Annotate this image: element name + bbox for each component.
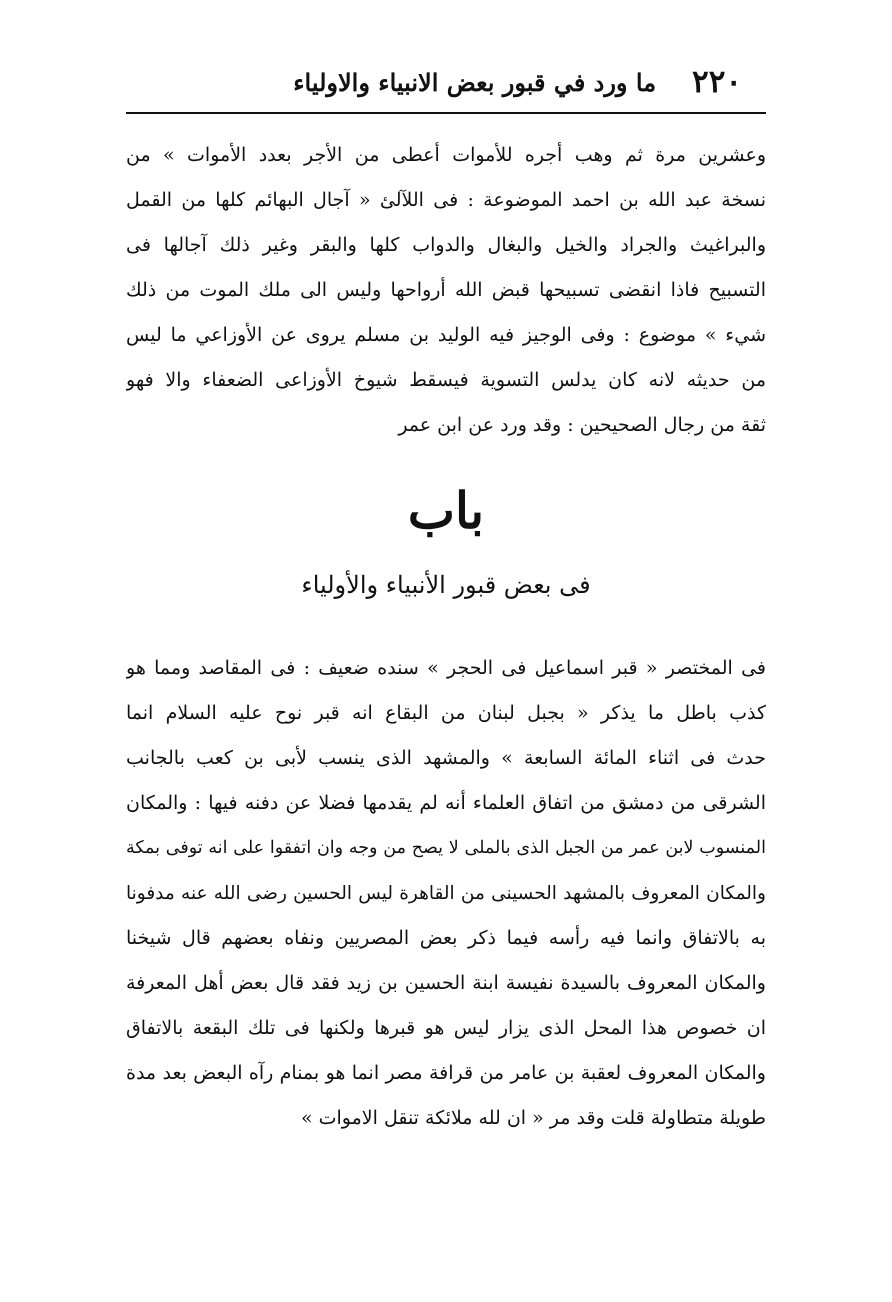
- text-line: المنسوب لابن عمر من الجبل الذى بالملى لا يصح من وجه وان اتفقوا على انه توفى بمكة: [126, 838, 766, 858]
- text-line: التسبيح فاذا انقضى تسبيحها قبض الله أرواحها وليس الى ملك الموت من ذلك: [126, 279, 766, 301]
- text-line: كذب باطل ما يذكر « بجبل لبنان من البقاع انه قبر نوح عليه السلام انما: [126, 702, 766, 724]
- text-line: وعشرين مرة ثم وهب أجره للأموات أعطى من الأجر بعدد الأموات » من: [126, 144, 766, 166]
- text-line: ان خصوص هذا المحل الذى يزار ليس هو قبرها ولكنها فى تلك البقعة بالاتفاق: [126, 1017, 766, 1039]
- text-line: شيء » موضوع : وفى الوجيز فيه الوليد بن مسلم يروى عن الأوزاعي ما ليس: [126, 324, 766, 346]
- page-number: ٢٢٠: [692, 64, 742, 100]
- text-line: حدث فى اثناء المائة السابعة » والمشهد الذى ينسب لأبى بن كعب بالجانب: [126, 747, 766, 769]
- text-line: والمكان المعروف بالسيدة نفيسة ابنة الحسين بن زيد فقد قال بعض أهل المعرفة: [126, 972, 766, 994]
- text-line: به بالاتفاق وانما فيه رأسه فيما ذكر بعض المصريين ونفاه بعضهم قال شيخنا: [126, 927, 766, 949]
- text-line: والمكان المعروف لعقبة بن عامر من قرافة مصر انما هو بمنام رآه البعض بعد مدة: [126, 1062, 766, 1084]
- header-divider: [126, 112, 766, 114]
- section-body: [126, 646, 766, 1141]
- text-line: فى المختصر « قبر اسماعيل فى الحجر » سنده ضعيف : فى المقاصد ومما هو: [126, 657, 766, 679]
- text-line: والبراغيث والجراد والخيل والبغال والدواب كلها والبقر وغير ذلك آجالها فى: [126, 234, 766, 256]
- page-header: [126, 58, 766, 106]
- text-line: طويلة متطاولة قلت وقد مر « ان لله ملائكة تنقل الاموات »: [300, 1107, 766, 1129]
- text-line: من حديثه لانه كان يدلس التسوية فيسقط شيوخ الأوزاعى الضعفاء والا فهو: [126, 369, 766, 391]
- section-subtitle: فى بعض قبور الأنبياء والأولياء: [301, 571, 591, 599]
- text-line: نسخة عبد الله بن احمد الموضوعة : فى اللآلئ « آجال البهائم كلها من القمل: [126, 189, 766, 211]
- continuation-paragraph: [126, 133, 766, 448]
- section-heading: باب: [407, 481, 485, 540]
- running-title: ما ورد في قبور بعض الانبياء والاولياء: [293, 67, 657, 97]
- text-line: ثقة من رجال الصحيحين : وقد ورد عن ابن عمر: [398, 414, 766, 436]
- text-line: والمكان المعروف بالمشهد الحسينى من القاهرة ليس الحسين رضى الله عنه مدفونا: [126, 883, 766, 904]
- text-line: الشرقى من دمشق من اتفاق العلماء أنه لم يقدمها فضلا عن دفنه فيها : والمكان: [126, 792, 766, 814]
